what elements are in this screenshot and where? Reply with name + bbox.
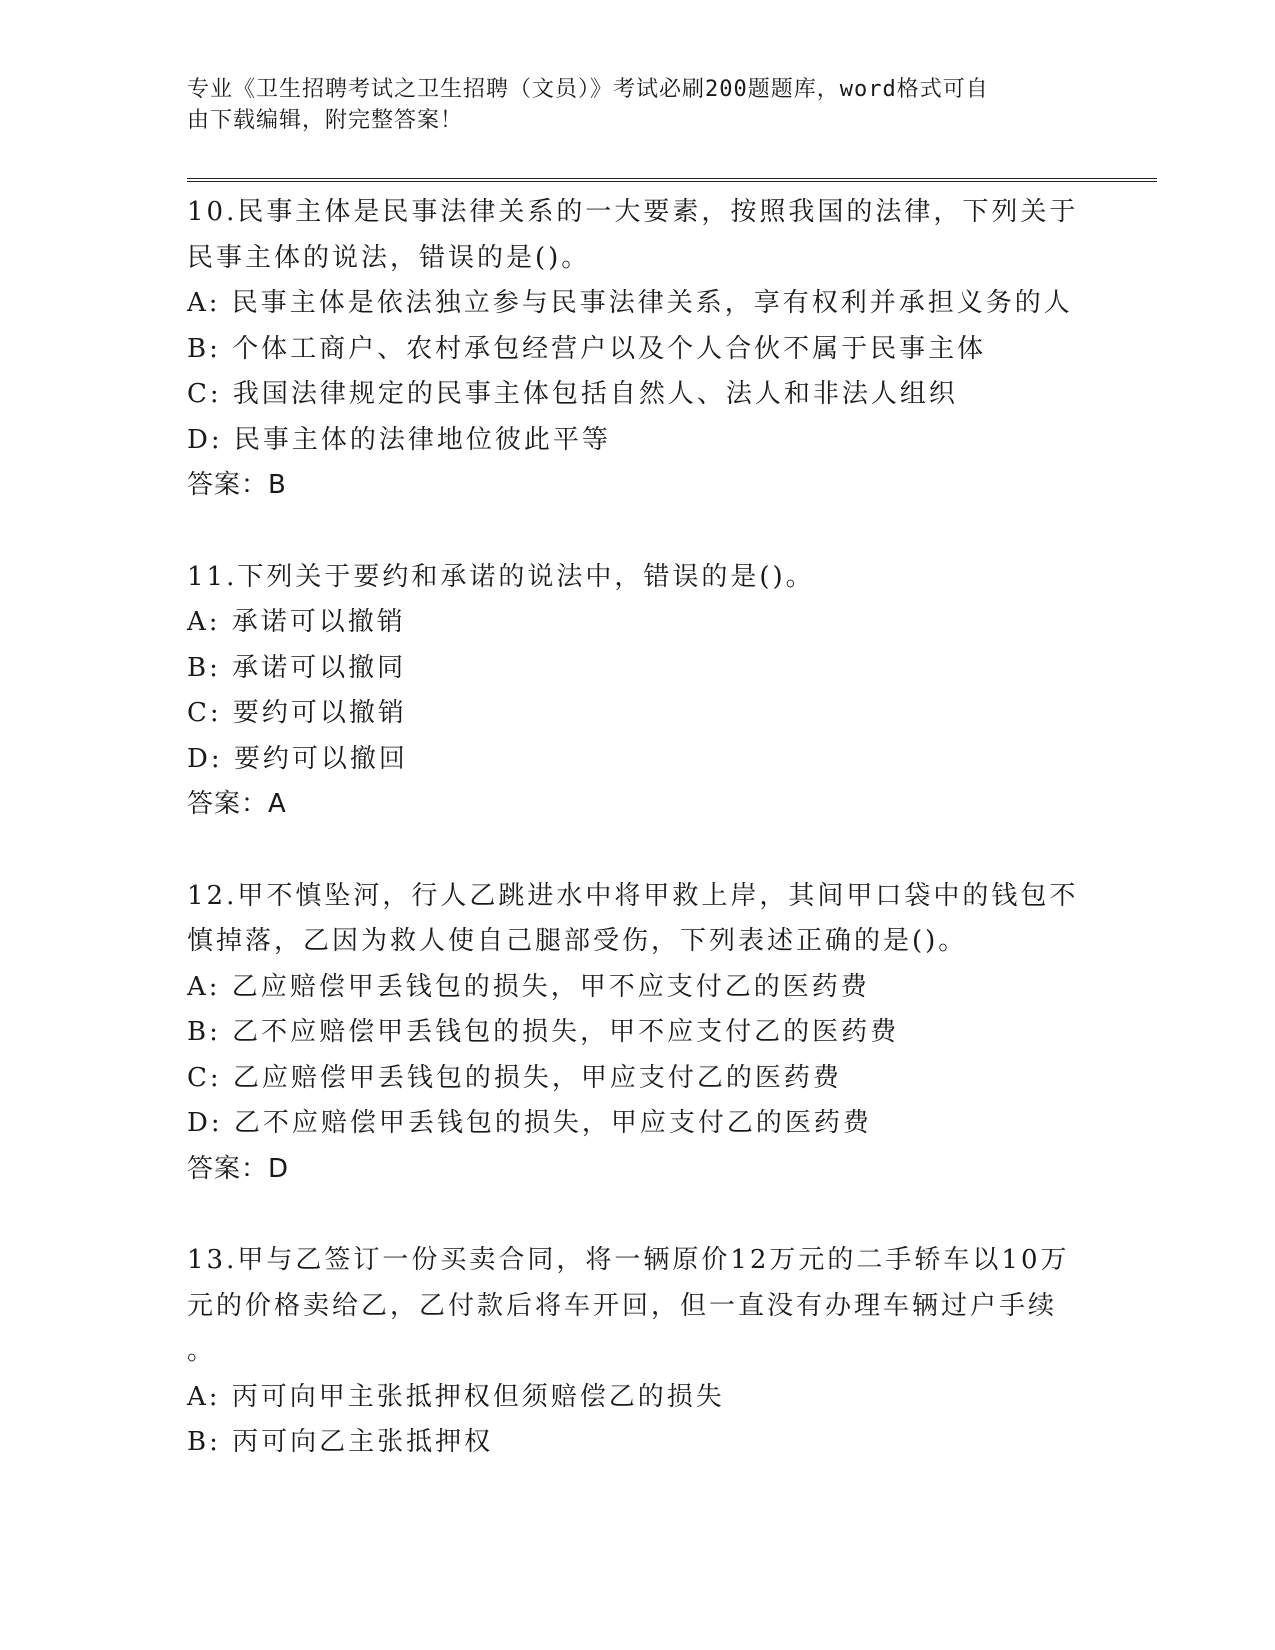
option-a: A: 民事主体是依法独立参与民事法律关系，享有权利并承担义务的人 bbox=[187, 288, 1073, 318]
option-b: B: 乙不应赔偿甲丢钱包的损失，甲不应支付乙的医药费 bbox=[187, 1017, 900, 1047]
question-13 bbox=[187, 1238, 1087, 1466]
question-stem: 13.甲与乙签订一份买卖合同，将一辆原价12万元的二手轿车以10万 bbox=[187, 1245, 1070, 1275]
option-c: C: 要约可以撤销 bbox=[187, 698, 407, 728]
question-10 bbox=[187, 190, 1087, 509]
option-a: A: 丙可向甲主张抵押权但须赔偿乙的损失 bbox=[187, 1381, 725, 1412]
header-line-1: 专业《卫生招聘考试之卫生招聘（文员）》考试必刷200题题库，word格式可自 bbox=[187, 77, 989, 102]
question-stem: 民事主体的说法，错误的是()。 bbox=[187, 242, 591, 273]
question-stem: 慎掉落，乙因为救人使自己腿部受伤，下列表述正确的是()。 bbox=[187, 926, 968, 956]
question-stem: 元的价格卖给乙，乙付款后将车开回，但一直没有办理车辆过户手续 bbox=[187, 1290, 1058, 1321]
spacer bbox=[187, 509, 1087, 555]
question-stem: 。 bbox=[187, 1336, 217, 1366]
option-d: D: 乙不应赔偿甲丢钱包的损失，甲应支付乙的医药费 bbox=[187, 1108, 872, 1138]
option-c: C: 乙应赔偿甲丢钱包的损失，甲应支付乙的医药费 bbox=[187, 1062, 842, 1093]
option-a: A: 乙应赔偿甲丢钱包的损失，甲不应支付乙的医药费 bbox=[187, 971, 870, 1002]
spacer bbox=[187, 828, 1087, 874]
answer-line: 答案：D bbox=[187, 1153, 290, 1184]
header-divider bbox=[187, 178, 1157, 182]
option-c: C: 我国法律规定的民事主体包括自然人、法人和非法人组织 bbox=[187, 379, 958, 409]
option-d: D: 要约可以撤回 bbox=[187, 743, 408, 774]
question-stem: 12.甲不慎坠河，行人乙跳进水中将甲救上岸，其间甲口袋中的钱包不 bbox=[187, 880, 1079, 911]
question-list bbox=[187, 190, 1087, 1466]
option-b: B: 承诺可以撤同 bbox=[187, 652, 407, 683]
option-d: D: 民事主体的法律地位彼此平等 bbox=[187, 424, 611, 455]
option-b: B: 丙可向乙主张抵押权 bbox=[187, 1427, 494, 1457]
document-header bbox=[187, 74, 1087, 136]
option-a: A: 承诺可以撤销 bbox=[187, 607, 406, 637]
answer-line: 答案：B bbox=[187, 470, 287, 500]
option-b: B: 个体工商户、农村承包经营户以及个人合伙不属于民事主体 bbox=[187, 333, 987, 364]
question-stem: 11.下列关于要约和承诺的说法中，错误的是()。 bbox=[187, 561, 815, 592]
question-stem: 10.民事主体是民事法律关系的一大要素，按照我国的法律，下列关于 bbox=[187, 197, 1079, 227]
spacer bbox=[187, 1192, 1087, 1238]
answer-line: 答案：A bbox=[187, 789, 287, 819]
question-11 bbox=[187, 555, 1087, 828]
header-line-2: 由下载编辑，附完整答案！ bbox=[187, 108, 464, 133]
question-12 bbox=[187, 874, 1087, 1193]
